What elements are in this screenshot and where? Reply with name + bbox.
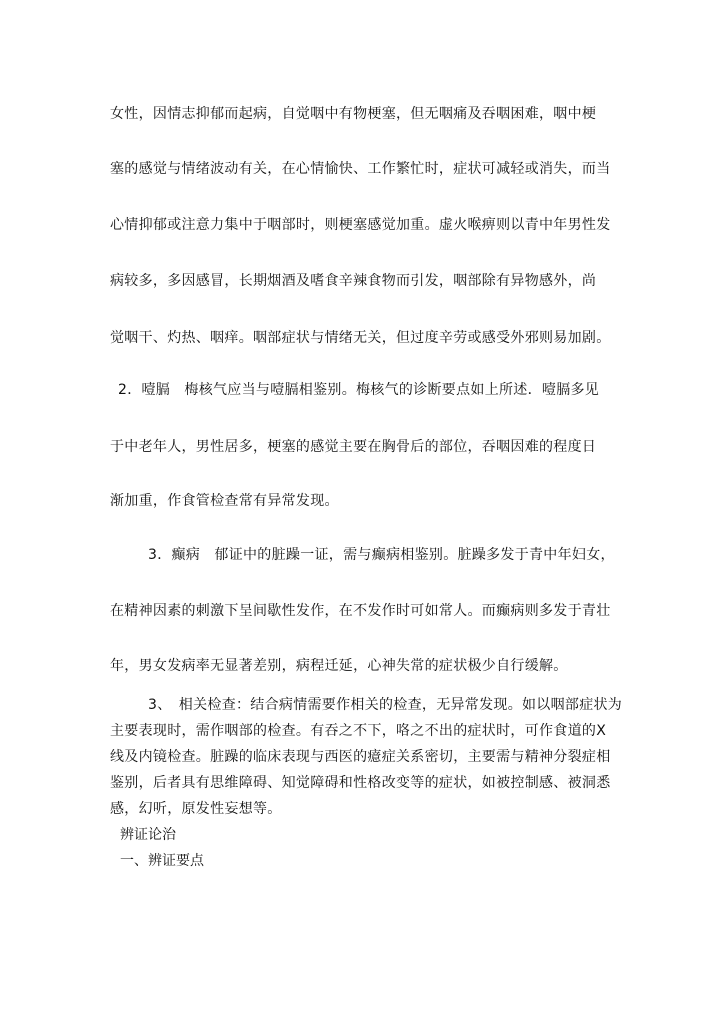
paragraph-line-9: 3．癫病 郁证中的脏躁一证，需与癫病相鉴别。脏躁多发于青中年妇女，: [148, 547, 615, 563]
paragraph-line-2: 塞的感觉与情绪波动有关，在心情愉快、工作繁忙时，症状可减轻或消失，而当: [110, 161, 611, 177]
paragraph-line-7: 于中老年人，男性居多，梗塞的感觉主要在胸骨后的部位，吞咽因难的程度日: [110, 439, 597, 455]
paragraph-line-10: 在精神因素的刺激下呈间歇性发作，在不发作时可如常人。而癫病则多发于青壮: [110, 603, 611, 619]
paragraph-line-12: 3、 相关检查：结合病情需要作相关的检查，无异常发现。如以咽部症状为: [148, 697, 623, 713]
paragraph-line-15: 鉴别，后者具有思维障碍、知觉障碍和性格改变等的症状，如被控制感、被洞悉: [110, 775, 611, 791]
paragraph-line-4: 病较多，多因感冒，长期烟酒及嗜食辛辣食物而引发，咽部除有异物感外，尚: [110, 273, 597, 289]
paragraph-line-6: 2．噎膈 梅核气应当与噎膈相鉴别。梅核气的诊断要点如上所述．噎膈多见: [118, 382, 600, 398]
paragraph-line-1: 女性，因情志抑郁而起病，自觉咽中有物梗塞，但无咽痛及吞咽困难，咽中梗: [110, 106, 597, 122]
paragraph-line-5: 觉咽干、灼热、咽痒。咽部症状与情绪无关，但过度辛劳或感受外邪则易加剧。: [110, 330, 611, 346]
paragraph-line-16: 感，幻听，原发性妄想等。: [110, 801, 282, 817]
paragraph-line-3: 心情抑郁或注意力集中于咽部时，则梗塞感觉加重。虚火喉痹则以青中年男性发: [110, 217, 611, 233]
paragraph-line-14: 线及内镜检查。脏躁的临床表现与西医的癔症关系密切，主要需与精神分裂症相: [110, 749, 611, 765]
subsection-title: 一、辨证要点: [120, 853, 204, 869]
paragraph-line-8: 渐加重，作食管检查常有异常发现。: [110, 493, 339, 509]
section-title: 辨证论治: [120, 827, 176, 843]
paragraph-line-11: 年，男女发病率无显著差别，病程迁延，心神失常的症状极少自行缓解。: [110, 658, 568, 674]
paragraph-line-13: 主要表现时，需作咽部的检查。有吞之不下，咯之不出的症状时，可作食道的X: [110, 723, 607, 739]
